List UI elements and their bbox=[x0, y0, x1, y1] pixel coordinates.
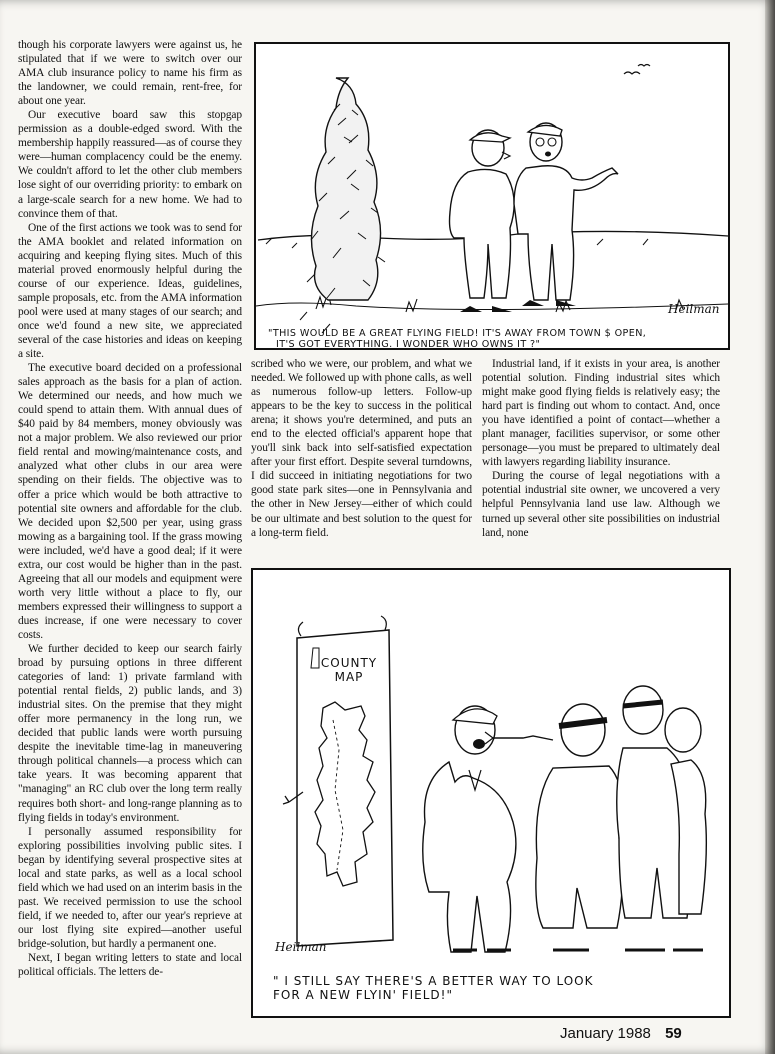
caption-line: "THIS WOULD BE A GREAT FLYING FIELD! IT'S AWAY FROM TOWN $ OPEN, bbox=[268, 328, 647, 339]
caption-line: FOR A NEW FLYIN' FIELD!" bbox=[273, 988, 453, 1002]
cartoonist-signature: Heilman bbox=[275, 940, 327, 954]
map-title-line: COUNTY bbox=[320, 656, 378, 670]
page-footer bbox=[560, 1025, 682, 1042]
paragraph: One of the first actions we took was to send for the AMA booklet and related information on acquiring and keeping flying sites. Much of this material proved enormously helpful during the course of our experience. Ideas, guidelines, sample proposals, etc. from the AMA information pool were used at many stages of our search; and once we'd found a new site, we appreciated several of the case histories and ideas on keeping a site. bbox=[18, 221, 242, 361]
paragraph: The executive board decided on a professional sales approach as the basis for a plan of action. We determined our needs, and how much we could spend to attain them. With annual dues of $40 paid by 84 members, money obviously was not a major problem. We also reviewed our prior field rental and mowing/maintenance costs, and analyzed what other clubs in our area were spending on their fields. The objective was to offer a price which would be both attractive to potential site owners and affordable for the club. We decided upon $2,500 per year, using grass mowing as a bargaining tool. If the grass mowing were included, we'd have a good deal; if it were extra, our cost would be higher than in the past. Agreeing that all our models and equipment were worth very little without a place to fly, our members expressed their willingness to support a dues increase, if one were necessary to cover costs. bbox=[18, 362, 242, 641]
page-number: 59 bbox=[665, 1025, 682, 1042]
article-right-column bbox=[482, 357, 720, 540]
paragraph: During the course of legal negotiations with a potential industrial site owner, we uncovered a very helpful Pennsylvania land use law. Although we turned up several other site possibilities on industrial land, none bbox=[482, 470, 720, 539]
caption-line: " I STILL SAY THERE'S A BETTER WAY TO LOOK bbox=[273, 974, 594, 988]
paragraph: We further decided to keep our search fairly broad by pursuing options in three different categories of land: 1) private farmland with potential rental fields, 2) public lands, and 3) industrial sites. On the premise that they might offer more permanency in the long run, we decided that public lands were worth pursuing despite the inevitable time-lag in maneuvering through political channels—a process which can take years. It was becoming apparent that "managing" an RC club over the long term really requires both short- and long-range planning as to flying fields in today's environment. bbox=[18, 643, 242, 824]
cartoon-top bbox=[254, 42, 730, 350]
cartoonist-signature: Heilman bbox=[668, 302, 720, 316]
map-title bbox=[309, 656, 389, 684]
cartoon-bottom bbox=[251, 568, 731, 1018]
article-left-column bbox=[18, 38, 242, 979]
cartoon-bottom-caption bbox=[273, 974, 713, 1002]
cartoon-top-caption bbox=[268, 328, 724, 350]
page-edge-shadow bbox=[765, 0, 775, 1054]
cartoon-top-drawing bbox=[256, 44, 728, 348]
caption-line: IT'S GOT EVERYTHING. I WONDER WHO OWNS IT ?" bbox=[276, 339, 541, 350]
article-middle-column bbox=[251, 357, 472, 540]
map-title-line: MAP bbox=[334, 670, 364, 684]
paragraph: Our executive board saw this stopgap permission as a double-edged sword. With the membership happily reassured—as of course they were—human complacency could be the enemy. We couldn't afford to let the other club members lose sight of our overriding priority: to embark on a large-scale search for a new home. We had to convince them of that. bbox=[18, 109, 242, 220]
paragraph: scribed who we were, our problem, and what we needed. We followed up with phone calls, as well as numerous follow-up letters. Follow-up appears to be the key to success in the political arena; it shows you're determined, and puts an end to the elected official's apparent hope that you'll sink back into self-satisfied expectation after your first effort. Despite several turndowns, I did succeed in initiating negotiations for two good state park sites—one in Pennsylvania and the other in New Jersey—either of which could be our ultimate and best solution to the quest for a long-term field. bbox=[251, 358, 472, 539]
paragraph: I personally assumed responsibility for exploring possibilities involving public sites. I began by identifying several prospective sites at local and state parks, as well as a local school field which we had used on an interim basis in the past. We received permission to use the school field, if we needed to, after our year's reprieve at our lost flying site expired—another useful bridge-solution, but hardly a permanent one. bbox=[18, 825, 242, 950]
paragraph: Next, I began writing letters to state and local political officials. The letters de- bbox=[18, 952, 242, 979]
paragraph: Industrial land, if it exists in your area, is another potential solution. Finding industrial sites which might make good flying fields is relatively easy; the hard part is finding out whom to contact. And, once you have identified a point of contact—whether a plant manager, facilities supervisor, or some other personage—you must be prepared to ultimately deal with lawyers regarding liability insurance. bbox=[482, 358, 720, 469]
issue-date: January 1988 bbox=[560, 1025, 651, 1042]
paragraph: though his corporate lawyers were against us, he stipulated that if we were to switch over our AMA club insurance policy to name his firm as the landowner, we could remain, rent-free, for about one year. bbox=[18, 39, 242, 108]
